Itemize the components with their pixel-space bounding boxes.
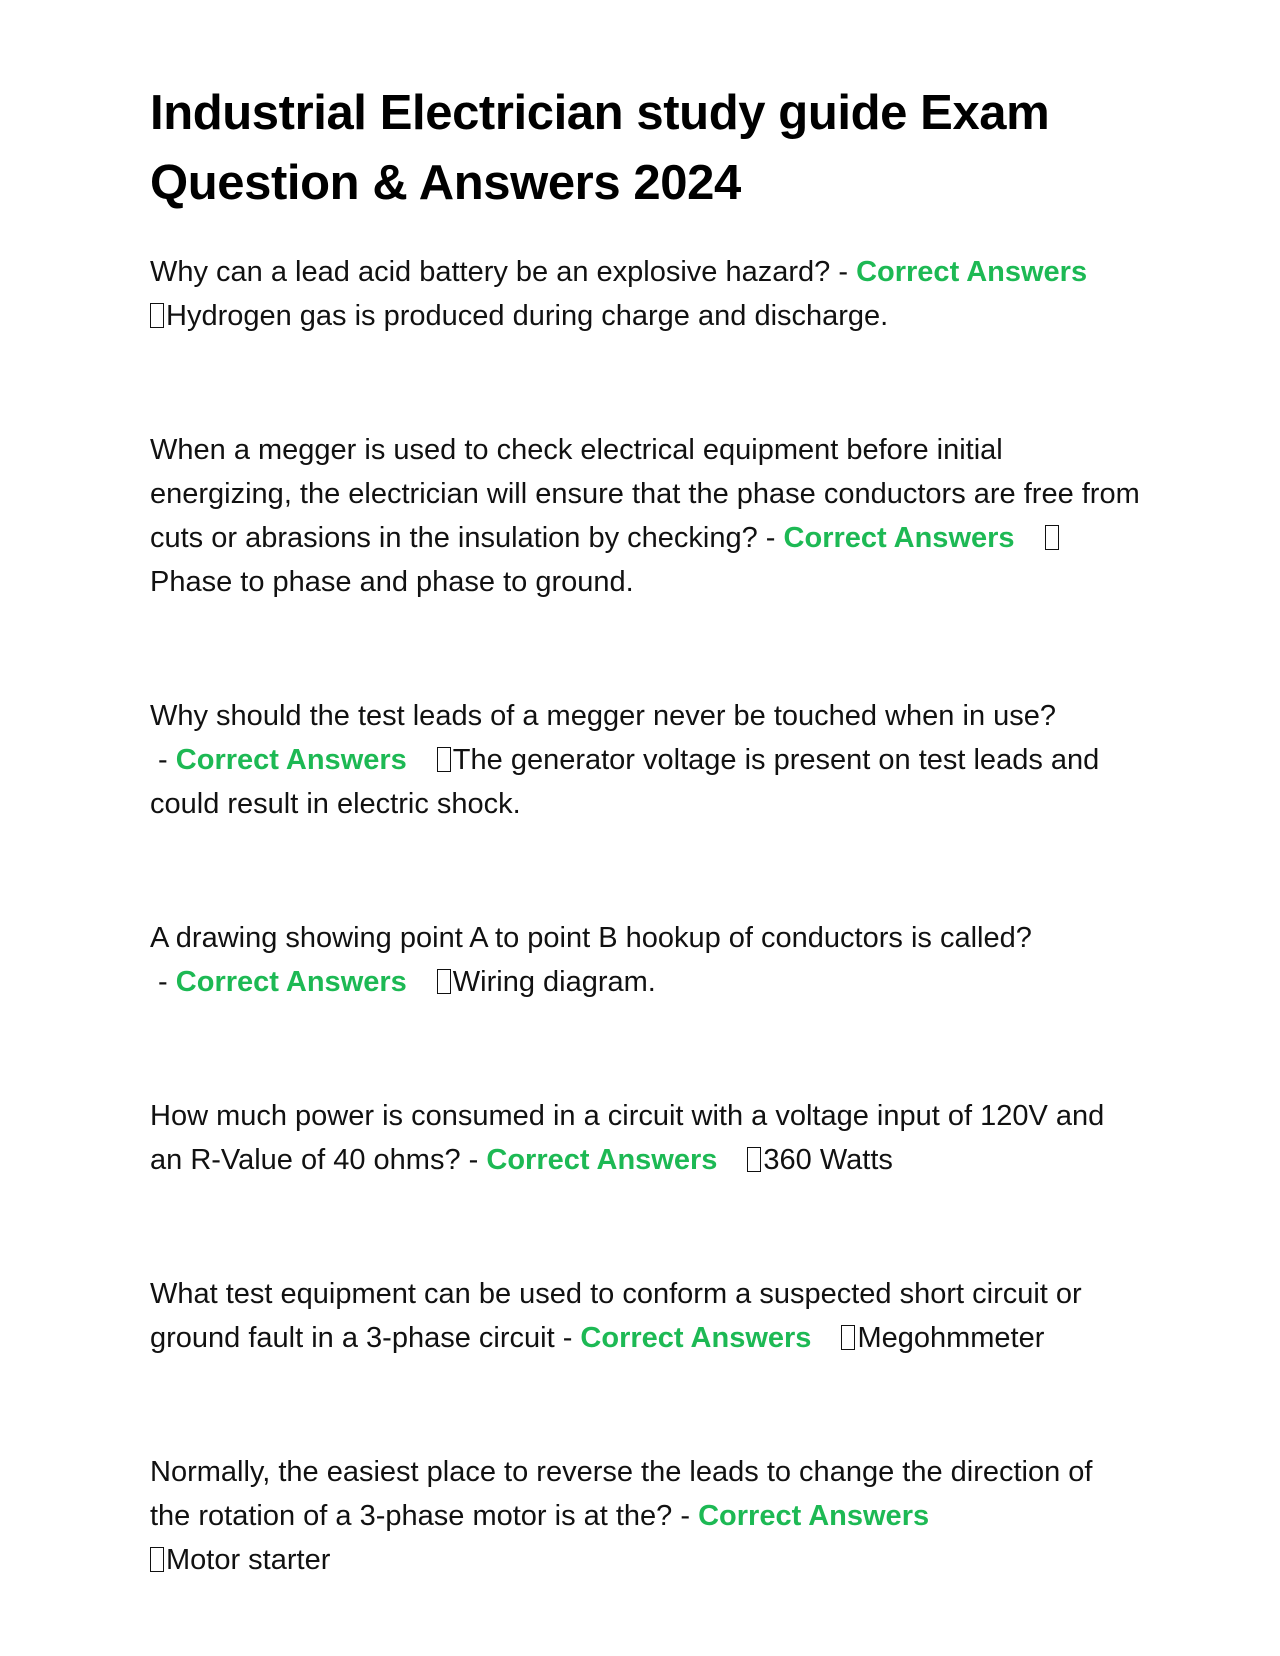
correct-answers-label: Correct Answers bbox=[175, 966, 407, 998]
document-title: Industrial Electrician study guide Exam Question & Answers 2024 bbox=[150, 86, 1050, 210]
qa-item-6 bbox=[150, 1272, 1140, 1360]
separator: - bbox=[672, 1500, 699, 1532]
question-text: Why should the test leads of a megger never be touched when in use? bbox=[150, 700, 1057, 732]
correct-answers-label: Correct Answers bbox=[698, 1500, 930, 1532]
answer-text: Wiring diagram. bbox=[452, 966, 656, 998]
separator: - bbox=[150, 744, 176, 776]
question-text: A drawing showing point A to point B hookup of conductors is called? bbox=[150, 922, 1032, 954]
qa-item-4 bbox=[150, 916, 1140, 1004]
answer-text: The generator voltage is present on test leads and could result in electric shock. bbox=[150, 744, 1100, 820]
answer-text: Hydrogen gas is produced during charge and discharge. bbox=[166, 300, 889, 332]
correct-answers-label: Correct Answers bbox=[486, 1144, 718, 1176]
qa-item-3 bbox=[150, 694, 1140, 826]
separator: - bbox=[150, 966, 176, 998]
qa-item-5 bbox=[150, 1094, 1140, 1182]
missing-glyph-icon bbox=[841, 1325, 855, 1350]
missing-glyph-icon bbox=[437, 969, 451, 994]
qa-item-2 bbox=[150, 428, 1140, 604]
missing-glyph-icon bbox=[150, 1547, 164, 1572]
correct-answers-label: Correct Answers bbox=[580, 1322, 812, 1354]
question-text: Why can a lead acid battery be an explosive hazard? bbox=[150, 256, 831, 288]
missing-glyph-icon bbox=[437, 747, 451, 772]
separator: - bbox=[554, 1322, 581, 1354]
answer-text: Megohmmeter bbox=[857, 1322, 1045, 1354]
separator: - bbox=[460, 1144, 487, 1176]
missing-glyph-icon bbox=[150, 303, 164, 328]
separator: - bbox=[757, 522, 784, 554]
separator: - bbox=[830, 256, 857, 288]
question-text: What test equipment can be used to conform a suspected short circuit or ground fault in a 3-phase circuit bbox=[150, 1278, 1082, 1354]
correct-answers-label: Correct Answers bbox=[856, 256, 1088, 288]
correct-answers-label: Correct Answers bbox=[783, 522, 1015, 554]
answer-text: Motor starter bbox=[166, 1544, 331, 1576]
question-text: How much power is consumed in a circuit with a voltage input of 120V and an R-Value of 40 ohms? bbox=[150, 1100, 1105, 1176]
answer-text: Phase to phase and phase to ground. bbox=[150, 566, 634, 598]
missing-glyph-icon bbox=[1045, 525, 1059, 550]
qa-item-1 bbox=[150, 250, 1140, 338]
question-text: Normally, the easiest place to reverse the leads to change the direction of the rotation of a 3-phase motor is at the? bbox=[150, 1456, 1093, 1532]
qa-item-7 bbox=[150, 1450, 1140, 1582]
missing-glyph-icon bbox=[747, 1147, 761, 1172]
correct-answers-label: Correct Answers bbox=[175, 744, 407, 776]
question-text: When a megger is used to check electrical equipment before initial energizing, the electrician will ensure that the phase conductors are free from cuts or abrasions in the insulation by checking? bbox=[150, 434, 1140, 554]
answer-text: 360 Watts bbox=[763, 1144, 893, 1176]
